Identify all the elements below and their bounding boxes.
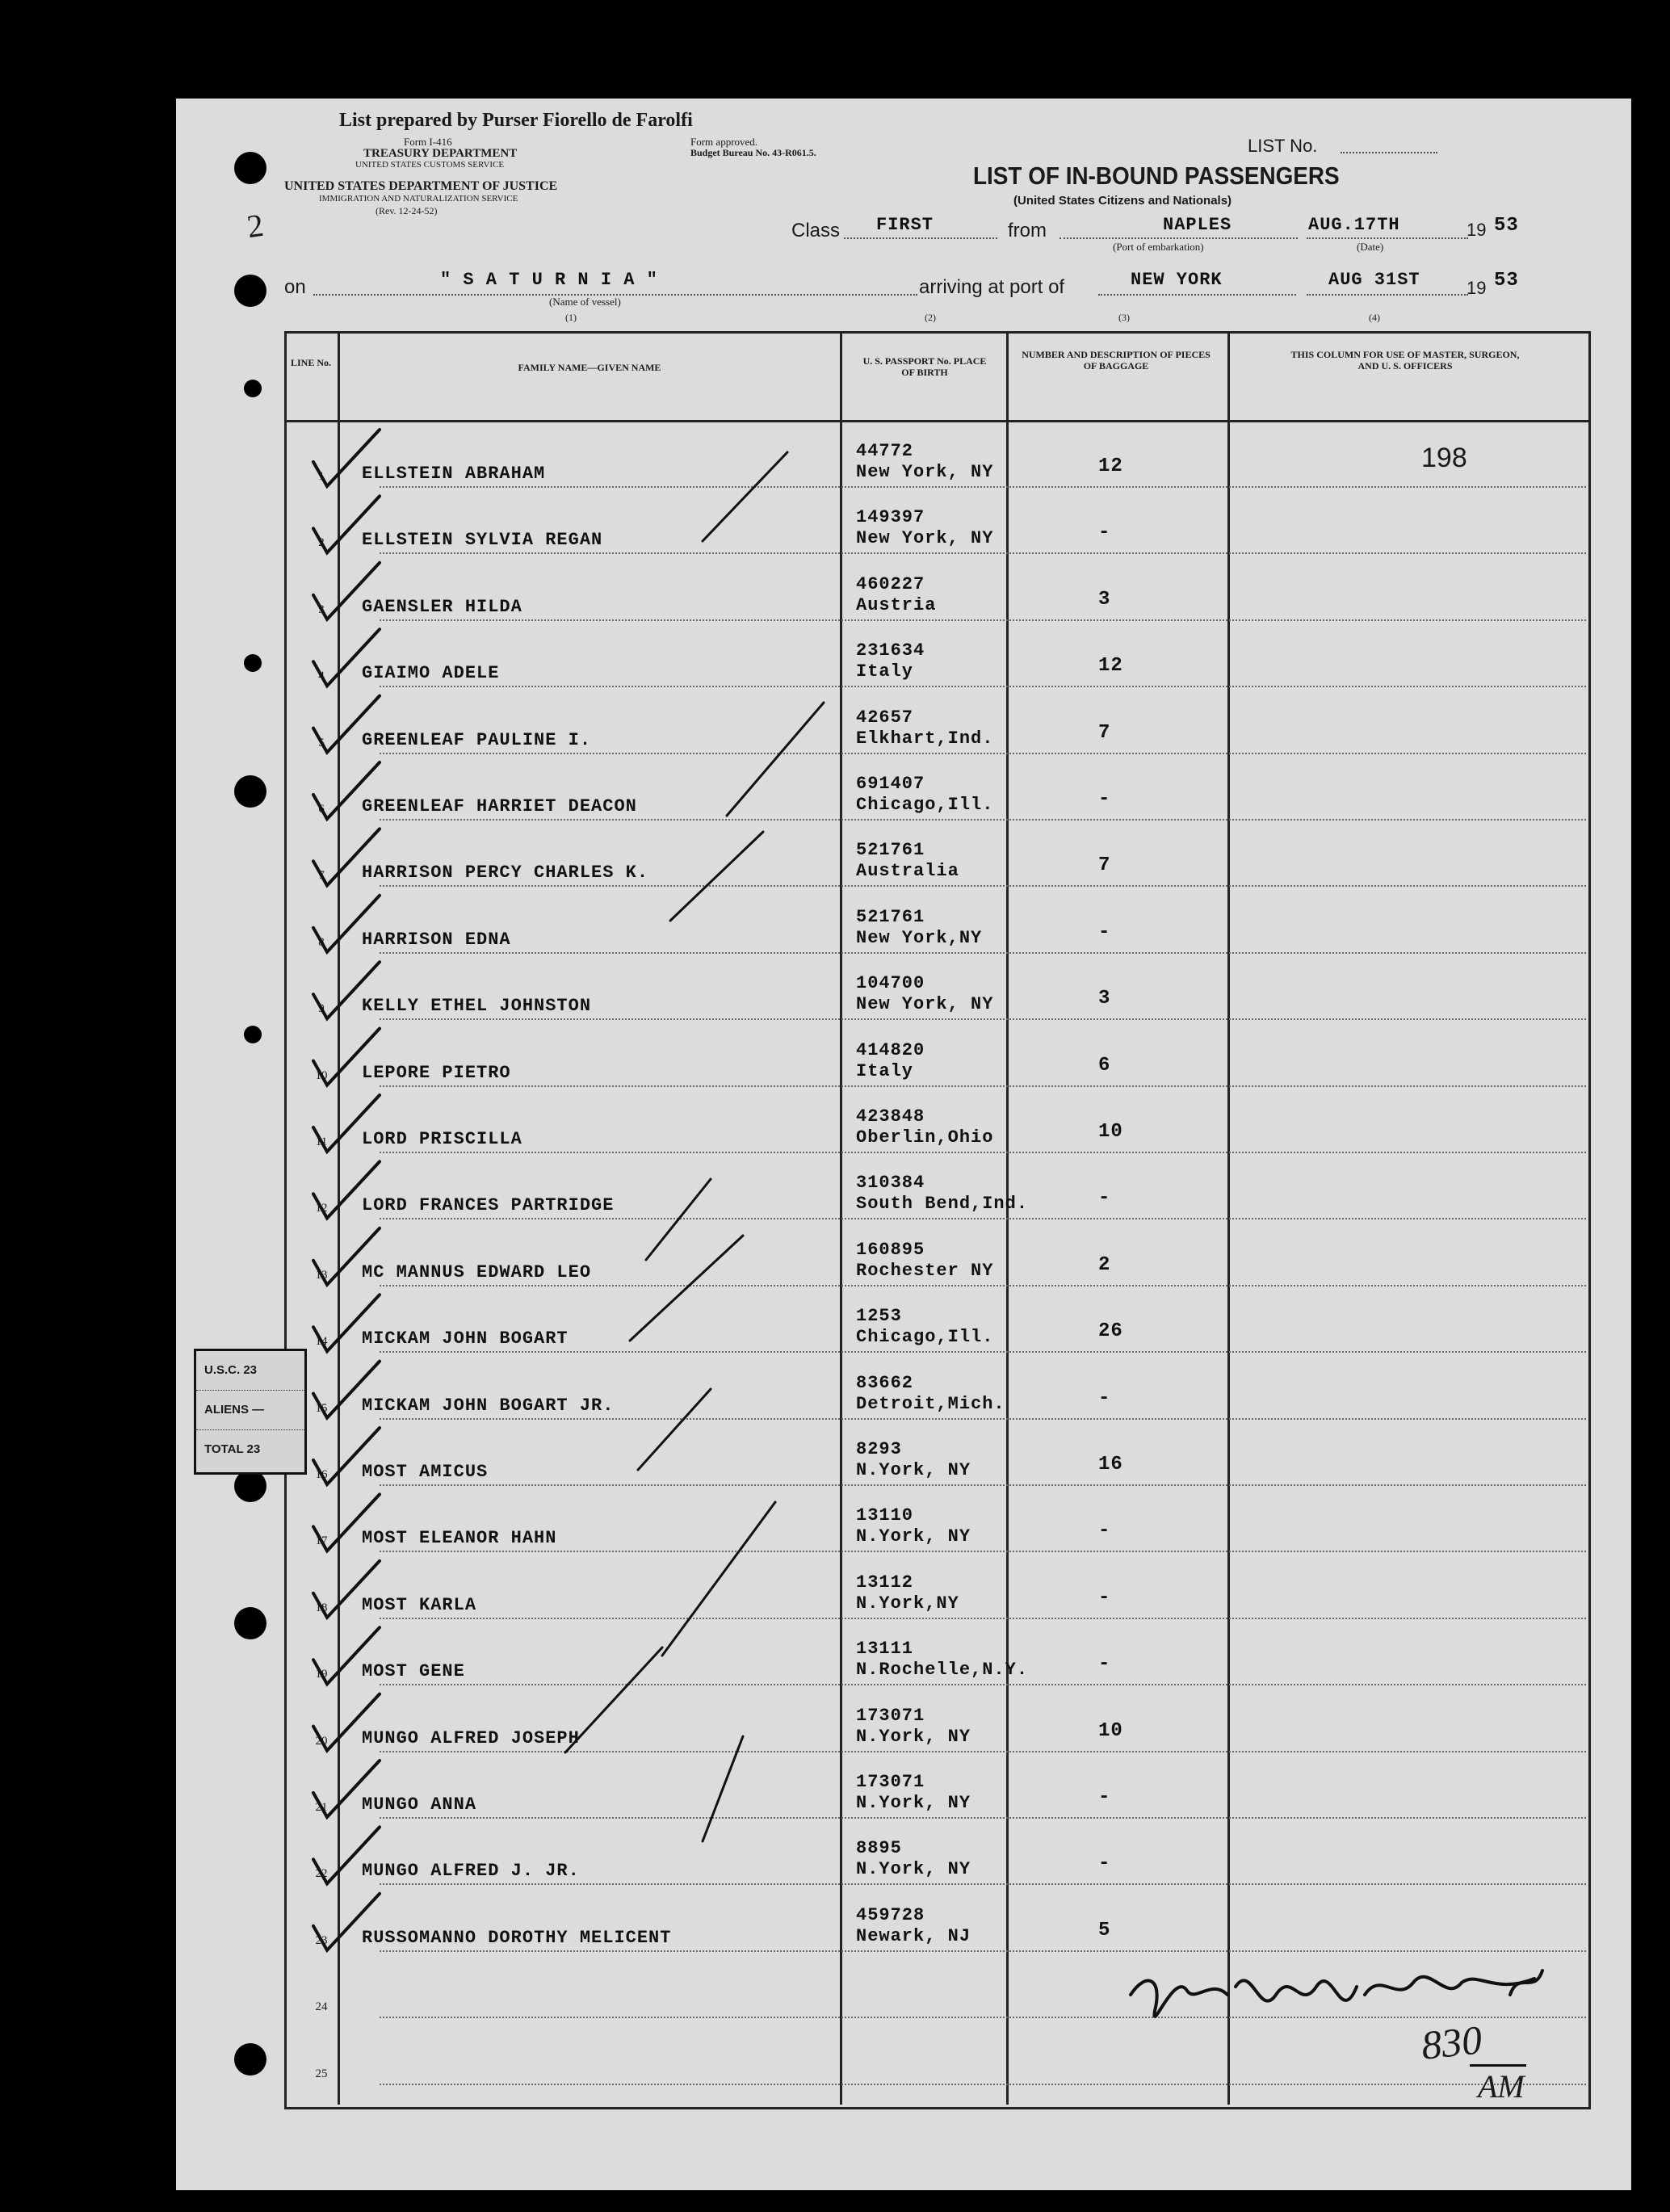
row-line-number: 3 [318, 602, 325, 616]
baggage-count: 2 [1098, 1253, 1111, 1276]
place-of-birth: Detroit,Mich. [856, 1393, 1005, 1414]
row-line-number: 16 [315, 1468, 328, 1481]
passport-number: 160895 [856, 1239, 925, 1260]
passenger-name: MUNGO ANNA [362, 1794, 477, 1815]
place-of-birth: Australia [856, 861, 959, 882]
baggage-count: 3 [1098, 588, 1111, 611]
form-approved: Form approved. [690, 136, 758, 148]
passenger-name: MOST AMICUS [362, 1462, 489, 1482]
checkmark [313, 829, 380, 885]
row-line-number: 10 [315, 1068, 328, 1082]
col-num-2: (2) [925, 312, 936, 323]
row-line-number: 19 [315, 1668, 328, 1681]
time-underline [1470, 2064, 1526, 2067]
checkmark [313, 1494, 380, 1551]
stamp-aliens: ALIENS — [196, 1391, 304, 1430]
passenger-name: MOST ELEANOR HAHN [362, 1528, 557, 1549]
baggage-count: 7 [1098, 721, 1111, 744]
row-line-number: 21 [315, 1801, 328, 1814]
passenger-name: GAENSLER HILDA [362, 596, 522, 617]
passport-number: 173071 [856, 1705, 925, 1726]
passenger-name: MUNGO ALFRED J. JR. [362, 1861, 580, 1882]
baggage-count: - [1098, 788, 1111, 810]
checkmark [313, 1827, 380, 1883]
stamp-total: TOTAL 23 [204, 1442, 261, 1456]
place-of-birth: Austria [856, 594, 937, 615]
list-subtitle: (United States Citizens and Nationals) [1013, 194, 1232, 208]
from-value: NAPLES [1163, 215, 1232, 235]
col-header-officers: THIS COLUMN FOR USE OF MASTER, SURGEON, AND U. S. OFFICERS [1290, 349, 1520, 371]
place-of-birth: Italy [856, 661, 914, 682]
row-line-number: 5 [318, 736, 325, 749]
year-prefix: 19 [1466, 220, 1487, 240]
arrival-port: NEW YORK [1131, 270, 1223, 290]
doj: UNITED STATES DEPARTMENT OF JUSTICE [284, 179, 558, 193]
col-num-4: (4) [1369, 312, 1380, 323]
checkmark [313, 629, 380, 686]
place-of-birth: N.York,NY [856, 1593, 959, 1614]
place-of-birth: N.York, NY [856, 1460, 971, 1480]
year-value: 53 [1494, 215, 1519, 237]
baggage-count: - [1098, 1187, 1111, 1210]
place-of-birth: Newark, NJ [856, 1925, 971, 1946]
row-line-number: 18 [315, 1601, 328, 1614]
row-line-number: 7 [318, 869, 325, 883]
place-of-birth: N.York, NY [856, 1726, 971, 1747]
baggage-count: 5 [1098, 1919, 1111, 1941]
budget-bureau: Budget Bureau No. 43-R061.5. [690, 147, 816, 158]
passenger-name: ELLSTEIN SYLVIA REGAN [362, 530, 603, 551]
place-of-birth: Chicago,Ill. [856, 1327, 994, 1348]
passport-number: 42657 [856, 707, 914, 728]
rev: (Rev. 12-24-52) [376, 205, 438, 216]
checkmark [313, 1362, 380, 1418]
checkmark [313, 1894, 380, 1950]
ins: IMMIGRATION AND NATURALIZATION SERVICE [319, 194, 518, 204]
passenger-name: MOST KARLA [362, 1594, 477, 1615]
arrival-year-prefix: 19 [1466, 278, 1487, 298]
passenger-name: LORD PRISCILLA [362, 1129, 522, 1149]
officer-note: 198 [1421, 443, 1467, 473]
col-header-name: FAMILY NAME—GIVEN NAME [518, 362, 661, 373]
passenger-name: GREENLEAF PAULINE I. [362, 729, 592, 750]
vessel-caption: (Name of vessel) [549, 296, 621, 308]
checkmark [313, 430, 380, 486]
col-num-1: (1) [565, 312, 577, 323]
baggage-count: 12 [1098, 455, 1123, 477]
passport-number: 104700 [856, 973, 925, 994]
passport-number: 521761 [856, 840, 925, 861]
treasury-dept: TREASURY DEPARTMENT [363, 147, 518, 160]
passenger-name: MICKAM JOHN BOGART [362, 1328, 569, 1349]
checkmark [313, 696, 380, 753]
passport-number: 1253 [856, 1306, 902, 1327]
place-of-birth: New York, NY [856, 528, 994, 549]
passenger-name: KELLY ETHEL JOHNSTON [362, 996, 592, 1017]
passport-number: 8293 [856, 1439, 902, 1459]
customs-service: UNITED STATES CUSTOMS SERVICE [355, 160, 505, 170]
checkmark [313, 1627, 380, 1684]
list-title: LIST OF IN-BOUND PASSENGERS [973, 162, 1340, 190]
place-of-birth: Italy [856, 1060, 914, 1081]
passport-number: 173071 [856, 1772, 925, 1792]
on-label: on [284, 276, 306, 298]
baggage-count: - [1098, 1520, 1111, 1543]
baggage-count: 3 [1098, 988, 1111, 1010]
baggage-count: 12 [1098, 655, 1123, 678]
row-line-number: 12 [315, 1202, 328, 1215]
passport-number: 414820 [856, 1039, 925, 1060]
passenger-name: MOST GENE [362, 1661, 465, 1682]
place-of-birth: N.York, NY [856, 1859, 971, 1880]
passport-number: 13112 [856, 1572, 914, 1593]
checkmark [313, 1694, 380, 1751]
place-of-birth: South Bend,Ind. [856, 1194, 1029, 1215]
baggage-count: - [1098, 1786, 1111, 1808]
row-line-number: 24 [315, 2000, 328, 2014]
from-label: from [1008, 220, 1047, 241]
baggage-count: 16 [1098, 1454, 1123, 1475]
row-line-number: 20 [315, 1734, 328, 1748]
row-line-number: 23 [315, 1933, 328, 1947]
passport-number: 13111 [856, 1639, 914, 1660]
prepared-by: List prepared by Purser Fiorello de Farolfi [339, 110, 693, 131]
checkmark [313, 762, 380, 819]
row-line-number: 17 [315, 1534, 328, 1548]
row-line-number: 4 [318, 669, 325, 683]
baggage-count: 6 [1098, 1054, 1111, 1077]
passport-number: 460227 [856, 573, 925, 594]
baggage-count: 10 [1098, 1121, 1123, 1143]
passport-number: 8895 [856, 1838, 902, 1859]
passenger-name: HARRISON EDNA [362, 929, 511, 950]
row-line-number: 11 [315, 1135, 328, 1148]
passport-number: 521761 [856, 906, 925, 927]
passport-number: 83662 [856, 1372, 914, 1393]
checkmark [313, 1161, 380, 1218]
checkmark [313, 496, 380, 552]
row-line-number: 22 [315, 1867, 328, 1881]
passport-number: 691407 [856, 774, 925, 794]
passenger-name: LEPORE PIETRO [362, 1062, 511, 1083]
checkmark [313, 1295, 380, 1351]
row-line-number: 15 [315, 1401, 328, 1415]
passport-number: 44772 [856, 441, 914, 461]
place-of-birth: Chicago,Ill. [856, 795, 994, 815]
place-of-birth: Elkhart,Ind. [856, 728, 994, 749]
baggage-count: - [1098, 1653, 1111, 1676]
row-line-number: 25 [315, 2067, 328, 2080]
passport-number: 459728 [856, 1904, 925, 1925]
row-line-number: 6 [318, 803, 325, 816]
row-line-number: 8 [318, 935, 325, 949]
place-of-birth: New York, NY [856, 462, 994, 482]
checkmark [313, 1761, 380, 1817]
checkmark [313, 1095, 380, 1152]
passport-number: 310384 [856, 1173, 925, 1194]
baggage-count: - [1098, 522, 1111, 544]
passport-number: 231634 [856, 640, 925, 661]
passenger-name: HARRISON PERCY CHARLES K. [362, 863, 649, 884]
signature [1131, 1967, 1401, 2012]
place-of-birth: N.Rochelle,N.Y. [856, 1660, 1029, 1681]
arrival-date: AUG 31ST [1328, 270, 1420, 290]
arrival-year: 53 [1494, 270, 1519, 292]
col-header-line-no: LINE No. [290, 357, 331, 368]
vessel-name: " S A T U R N I A " [440, 270, 658, 290]
signature-ampm: AM [1478, 2068, 1525, 2105]
passenger-name: LORD FRANCES PARTRIDGE [362, 1195, 615, 1216]
list-no-label: LIST No. [1248, 136, 1318, 156]
signature-time: 830 [1419, 2017, 1484, 2068]
place-of-birth: Oberlin,Ohio [856, 1127, 994, 1148]
passenger-name: MUNGO ALFRED JOSEPH [362, 1727, 580, 1748]
checkmark [313, 962, 380, 1018]
class-value: FIRST [876, 215, 934, 235]
checkmark [313, 896, 380, 952]
place-of-birth: N.York, NY [856, 1793, 971, 1813]
passport-number: 13110 [856, 1505, 914, 1526]
place-of-birth: New York,NY [856, 927, 983, 948]
col-header-baggage: NUMBER AND DESCRIPTION OF PIECES OF BAGGAGE [1022, 349, 1211, 371]
passenger-name: ELLSTEIN ABRAHAM [362, 464, 546, 484]
row-line-number: 14 [315, 1335, 328, 1349]
passenger-name: RUSSOMANNO DOROTHY MELICENT [362, 1927, 672, 1948]
port-caption: (Port of embarkation) [1113, 241, 1204, 253]
baggage-count: - [1098, 1387, 1111, 1409]
checkmark [313, 563, 380, 619]
passenger-name: GREENLEAF HARRIET DEACON [362, 796, 637, 816]
checkmark [313, 1561, 380, 1618]
baggage-count: 10 [1098, 1719, 1123, 1742]
stamp-usc: U.S.C. 23 [196, 1351, 304, 1391]
row-line-number: 13 [315, 1268, 328, 1282]
row-line-number: 9 [318, 1002, 325, 1016]
row-line-number: 2 [318, 536, 325, 550]
row-line-number: 1 [318, 470, 325, 483]
baggage-count: 7 [1098, 854, 1111, 877]
passport-number: 423848 [856, 1106, 925, 1127]
place-of-birth: N.York, NY [856, 1526, 971, 1547]
date-caption: (Date) [1357, 241, 1384, 253]
checkmark [313, 1228, 380, 1285]
passenger-name: MICKAM JOHN BOGART JR. [362, 1395, 615, 1416]
place-of-birth: New York, NY [856, 994, 994, 1015]
col-num-3: (3) [1118, 312, 1130, 323]
baggage-count: - [1098, 1586, 1111, 1609]
place-of-birth: Rochester NY [856, 1260, 994, 1281]
form-number: Form I-416 [404, 136, 452, 148]
baggage-count: - [1098, 1853, 1111, 1875]
baggage-count: 26 [1098, 1320, 1123, 1343]
checkmark [313, 1428, 380, 1484]
checkmark [313, 1029, 380, 1085]
baggage-count: - [1098, 921, 1111, 943]
passenger-name: GIAIMO ADELE [362, 663, 500, 684]
col-header-passport: U. S. PASSPORT No. PLACE OF BIRTH [862, 355, 987, 378]
arriving-label: arriving at port of [919, 276, 1065, 298]
passenger-name: MC MANNUS EDWARD LEO [362, 1261, 592, 1282]
class-label: Class [791, 220, 841, 241]
passport-number: 149397 [856, 507, 925, 528]
margin-number: 2 [244, 206, 266, 246]
date-value: AUG.17TH [1308, 215, 1400, 235]
